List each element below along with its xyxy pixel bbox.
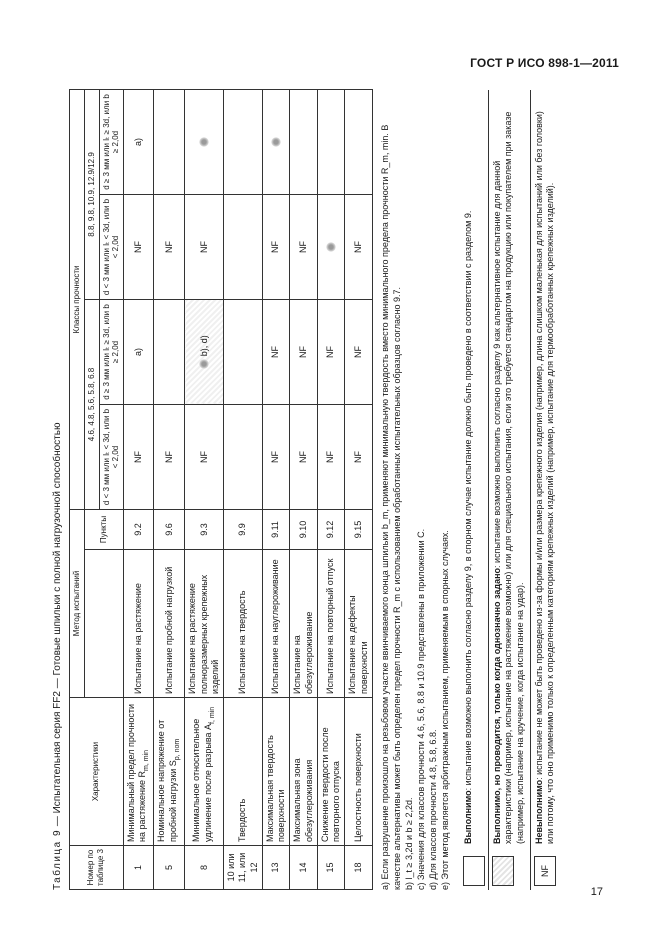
footnote-a: а) Если разрушение произошло на резьбовом участке ввинчиваемого конца шпильки b_m, применяют минимальную твердость вместо минимального предела прочности R_m, min. В качестве альтернативы может быть определен предел прочности R_m с использованием обработанных испытательных образцов согласно 9.7. bbox=[379, 124, 402, 890]
row-cell-1: NF bbox=[123, 404, 154, 509]
row-cell-2: NF bbox=[290, 299, 318, 404]
row-clause: 9.3 bbox=[185, 509, 224, 549]
row-cell-3: NF bbox=[262, 194, 290, 299]
row-method: Испытание на твердость bbox=[224, 550, 263, 698]
row-cell-2: а) bbox=[123, 299, 154, 404]
row-cell-3: NF bbox=[123, 194, 154, 299]
test-series-table bbox=[69, 89, 373, 890]
shaded-mark-icon bbox=[326, 242, 336, 252]
row-cell-3: NF bbox=[154, 194, 185, 299]
row-number: 14 bbox=[290, 846, 318, 890]
row-clause: 9.12 bbox=[317, 509, 345, 549]
row-cell-1: NF bbox=[290, 404, 318, 509]
legend-done: Выполнимо: испытание возможно выполнить согласно разделу 9, в спорном случае испытание должно быть проведено в соответствии с разделом 9. bbox=[460, 90, 489, 848]
row-method: Испытание пробной нагрузкой bbox=[154, 550, 185, 698]
header-group-2: 8.8, 9.8, 10.9, 12.9/12.9 bbox=[84, 89, 99, 299]
table-row bbox=[123, 89, 154, 889]
footnote-d: d) Для классов прочности 4.8, 5.8, 6.8. bbox=[428, 729, 439, 890]
header-clause: Пункты bbox=[84, 509, 123, 549]
header-number: Номер по таблице 3 bbox=[69, 846, 123, 890]
table-footnotes bbox=[379, 90, 452, 890]
legend-conditional: Выполнимо, но проводится, только когда однозначно задано: испытание возможно выполнить согласно разделу 9 как альтернативное испытание для данной характеристики (например, испытание на растяжение возможно) или для специального испытания, если это требуется стандартом на продукцию или покупателем при заказе (например, испытание на кручение, когда испытание на удар). bbox=[488, 90, 530, 848]
row-number: 8 bbox=[185, 846, 224, 890]
header-characteristic: Характеристики bbox=[69, 698, 123, 846]
legend-done-symbol bbox=[463, 856, 485, 886]
legend-nf-symbol: NF bbox=[534, 856, 556, 886]
row-clause: 9.9 bbox=[224, 509, 263, 549]
table-row bbox=[345, 89, 373, 889]
row-number: 5 bbox=[154, 846, 185, 890]
header-sub-3: d < 3 мм или lₜ < 3d, или b < 2,0d bbox=[99, 194, 123, 299]
footnote-e: e) Этот метод является арбитражным испытанием, применяемым в спорных случаях. bbox=[440, 530, 451, 890]
footnote-c: c) Значения для классов прочности 4.6, 5.6, 8.8 и 10.9 представлены в приложении С. bbox=[416, 528, 427, 890]
row-cell-3: NF bbox=[290, 194, 318, 299]
row-cell-4 bbox=[154, 89, 185, 194]
row-cell-4 bbox=[317, 89, 345, 194]
row-number: 13 bbox=[262, 846, 290, 890]
row-clause: 9.2 bbox=[123, 509, 154, 549]
row-clause: 9.10 bbox=[290, 509, 318, 549]
table-row bbox=[224, 89, 263, 889]
row-cell-2: NF bbox=[317, 299, 345, 404]
header-method-blank bbox=[84, 550, 123, 698]
row-cell-1: NF bbox=[345, 404, 373, 509]
row-cell-2 bbox=[154, 299, 185, 404]
standard-header: ГОСТ Р ИСО 898-1—2011 bbox=[470, 56, 619, 70]
header-sub-4: d ≥ 3 мм или lₜ ≥ 3d, или b ≥ 2,0d bbox=[99, 89, 123, 194]
row-cell-4 bbox=[224, 89, 263, 194]
row-cell-1: NF bbox=[262, 404, 290, 509]
row-cell-2 bbox=[224, 299, 263, 404]
shaded-mark-icon bbox=[199, 137, 209, 147]
row-cell-4 bbox=[185, 89, 224, 194]
row-characteristic: Минимальное относительное удлинение после разрыва $A_{f, min}$ bbox=[185, 698, 224, 846]
row-cell-4 bbox=[290, 89, 318, 194]
row-method: Испытание на обезуглероживание bbox=[290, 550, 318, 698]
row-characteristic: Максимальная зона обезуглероживания bbox=[290, 698, 318, 846]
row-clause: 9.15 bbox=[345, 509, 373, 549]
header-classes: Классы прочности bbox=[69, 89, 84, 509]
row-number: 10 или 11, или 12 bbox=[224, 846, 263, 890]
row-characteristic: Максимальная твердость поверхности bbox=[262, 698, 290, 846]
row-clause: 9.6 bbox=[154, 509, 185, 549]
legend-conditional-symbol bbox=[492, 856, 514, 886]
row-cell-1 bbox=[224, 404, 263, 509]
shaded-mark-icon bbox=[271, 137, 281, 147]
row-number: 1 bbox=[123, 846, 154, 890]
row-method: Испытание на науглероживание bbox=[262, 550, 290, 698]
row-cell-3 bbox=[317, 194, 345, 299]
table-row bbox=[317, 89, 345, 889]
row-number: 18 bbox=[345, 846, 373, 890]
legend-nf: Невыполнимо: испытание не может быть проведено из-за формы и/или размера крепежного изделия (например, длина слишком маленькая для испытаний или без головки) или потому, что оно применимо только к определенным категориям крепежных изделий (например, испытание для термообработанных крепежных изделий). bbox=[533, 111, 556, 844]
row-method: Испытание на растяжение bbox=[123, 550, 154, 698]
row-characteristic: Минимальный предел прочности на растяжение $R_{m, min}$ bbox=[123, 698, 154, 846]
row-cell-2: NF bbox=[345, 299, 373, 404]
row-characteristic: Номинальное напряжение от пробной нагрузки $S_{p, nom}$ bbox=[154, 698, 185, 846]
row-cell-1: NF bbox=[317, 404, 345, 509]
row-method: Испытание на растяжение полноразмерных крепежных изделий bbox=[185, 550, 224, 698]
rotated-table-area bbox=[52, 90, 642, 890]
footnote-b: b) l_t ≥ 3,2d и b ≥ 2,2d. bbox=[404, 797, 415, 890]
row-cell-4 bbox=[262, 89, 290, 194]
table-row bbox=[185, 89, 224, 889]
page-number: 17 bbox=[590, 886, 603, 898]
header-sub-2: d ≥ 3 мм или lₜ ≥ 3d, или b ≥ 2,0d bbox=[99, 299, 123, 404]
row-characteristic: Снижение твердости после повторного отпуска bbox=[317, 698, 345, 846]
row-cell-3: NF bbox=[345, 194, 373, 299]
row-cell-3: NF bbox=[185, 194, 224, 299]
header-method: Метод испытаний bbox=[69, 509, 84, 697]
table-caption: Таблица 9 — Испытательная серия FF2 — Готовые шпильки с полной нагрузочной способностью bbox=[52, 422, 63, 890]
row-method: Испытание на дефекты поверхности bbox=[345, 550, 373, 698]
row-number: 15 bbox=[317, 846, 345, 890]
row-cell-3 bbox=[224, 194, 263, 299]
header-group-1: 4.6, 4.8, 5.6, 5.8, 6.8 bbox=[84, 299, 99, 509]
row-characteristic: Целостность поверхности bbox=[345, 698, 373, 846]
table-row bbox=[290, 89, 318, 889]
header-sub-1: d < 3 мм или lₜ < 3d, или b < 2,0d bbox=[99, 404, 123, 509]
table-row bbox=[262, 89, 290, 889]
row-cell-4: а) bbox=[123, 89, 154, 194]
row-clause: 9.11 bbox=[262, 509, 290, 549]
legend bbox=[460, 90, 560, 890]
shaded-mark-icon bbox=[199, 359, 209, 369]
row-cell-2: NF bbox=[262, 299, 290, 404]
row-method: Испытание на повторный отпуск bbox=[317, 550, 345, 698]
row-cell-2: b), d) bbox=[185, 299, 224, 404]
row-cell-4 bbox=[345, 89, 373, 194]
row-characteristic: Твердость bbox=[224, 698, 263, 846]
table-row bbox=[154, 89, 185, 889]
row-cell-1: NF bbox=[185, 404, 224, 509]
row-cell-1: NF bbox=[154, 404, 185, 509]
